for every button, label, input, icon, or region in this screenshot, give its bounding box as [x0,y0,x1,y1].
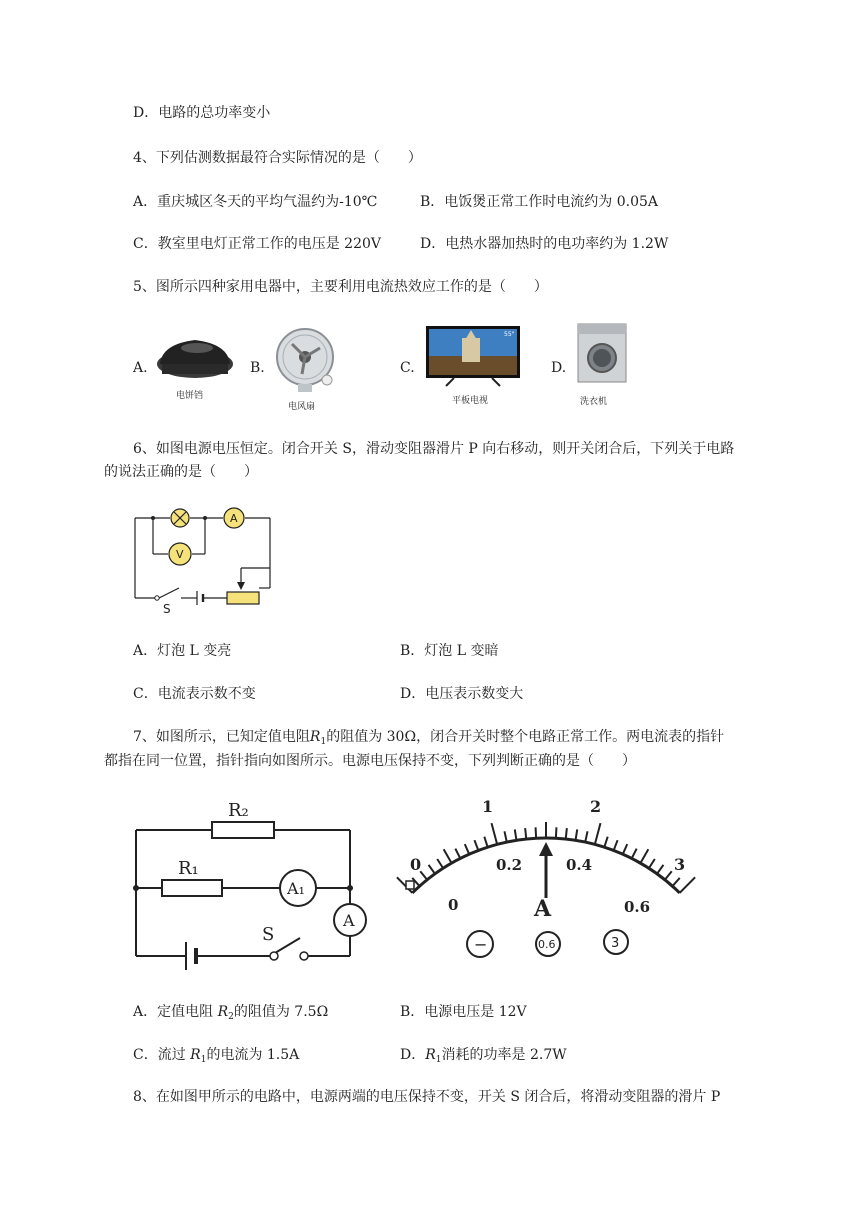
q5-stem: 5、图所示四种家用电器中，主要利用电流热效应工作的是（ ） [133,279,548,295]
q4-option-d: D．电热水器加热时的电功率约为 1.2W [420,236,669,252]
q5-caption-b: 电风扇 [288,402,316,412]
q5-label-d: D. [551,360,567,376]
dial-unit-label: A [534,896,552,922]
dial-lower-0.2: 0.2 [496,856,523,874]
dial-tick [444,849,452,863]
ammeter-a1-label: A₁ [287,879,305,898]
terminal-3-label: 3 [611,936,620,951]
terminal-negative-label: − [474,935,488,954]
q6-option-a: A．灯泡 L 变亮 [133,643,232,659]
dial-tick [536,827,537,838]
q7-stem-line-1: 7、如图所示，已知定值电阻$R_1$的阻值为 30Ω，闭合开关时整个电路正常工作。两电流表的指针 [133,729,725,747]
q3-option-d: D．电路的总功率变小 [133,105,271,121]
electric-fan-image [272,322,352,414]
dial-tick [429,865,435,874]
dial-tick [437,859,443,868]
q4-option-a: A．重庆城区冬天的平均气温约为-10℃ [133,194,378,210]
dial-tick [585,831,587,842]
r2-label: R₂ [228,800,249,821]
q7-switch-label: S [262,924,275,945]
r1-resistor-symbol [162,880,222,896]
q7-option-a: A．定值电阻 $R_2$的阻值为 7.5Ω [133,1004,329,1022]
q6-stem-line-1: 6、如图电源电压恒定。闭合开关 S，滑动变阻器滑片 P 向右移动，则开关闭合后，下列关于电路 [133,441,735,457]
r2-resistor-symbol [212,822,274,838]
dial-tick [672,878,679,886]
dial-upper-3: 3 [674,855,686,874]
q8-stem: 8、在如图甲所示的电路中，电源两端的电压保持不变，开关 S 闭合后，将滑动变阻器的滑片 P [133,1089,721,1105]
dial-tick [455,849,460,859]
dial-upper-0: 0 [410,855,422,874]
q6-option-d: D．电压表示数变大 [400,686,524,702]
dial-tick [420,871,427,880]
q5-label-c: C. [400,360,415,376]
q6-stem-line-2: 的说法正确的是（ ） [104,464,258,480]
q5-caption-a: 电饼铛 [176,391,204,401]
q7-option-c: C．流过 $R_1$的电流为 1.5A [133,1047,300,1065]
terminal-0.6-label: 0.6 [538,938,556,951]
dial-tick [525,828,526,839]
q6-circuit-diagram [125,502,280,617]
r1-label: R₁ [178,858,199,879]
q5-caption-c: 平板电视 [452,396,489,406]
q6-option-c: C．电流表示数不变 [133,686,256,702]
dial-tick [491,823,497,844]
dial-tick [465,844,469,854]
dial-tick [474,840,478,850]
dial-tick [680,877,695,893]
rheostat-symbol [227,592,259,604]
q7-option-d: D．$R_1$消耗的功率是 2.7W [400,1047,567,1065]
lamp-symbol [171,509,189,527]
q4-option-b: B．电饭煲正常工作时电流约为 0.05A [420,194,659,210]
switch-label: S [163,602,171,616]
electric-griddle-image [152,326,242,406]
q7-circuit-diagram [128,798,368,978]
flat-tv-image [424,326,524,406]
q4-option-c: C．教室里电灯正常工作的电压是 220V [133,236,381,252]
q5-label-b: B. [250,360,265,376]
ammeter-dial-figure [396,798,696,968]
dial-tick [640,849,648,863]
washing-machine-image [572,322,632,412]
dial-tick [665,871,672,880]
dial-tick [604,837,607,847]
tv-size-label: 55" [504,331,515,338]
q7-stem-line-2: 都指在同一位置，指针指向如图所示。电源电压保持不变，下列判断正确的是（ ） [104,753,636,769]
dial-tick [484,837,487,847]
dial-tick [515,829,517,840]
dial-tick [576,829,578,840]
dial-tick [614,840,618,850]
voltmeter-label: V [176,548,184,561]
ammeter-a-label: A [343,911,355,930]
dial-lower-0: 0 [448,896,459,914]
dial-tick [556,827,557,838]
dial-tick [566,828,567,839]
dial-lower-0.6: 0.6 [624,898,651,916]
q4-stem: 4、下列估测数据最符合实际情况的是（ ） [133,150,422,166]
dial-lower-0.4: 0.4 [566,856,593,874]
q5-caption-d: 洗衣机 [580,397,608,407]
dial-tick [595,823,601,844]
ammeter-label: A [230,512,238,525]
dial-upper-2: 2 [590,798,602,816]
dial-tick [657,865,663,874]
q6-option-b: B．灯泡 L 变暗 [400,643,499,659]
dial-tick [623,844,627,854]
dial-upper-1: 1 [482,798,494,816]
q7-option-b: B．电源电压是 12V [400,1004,527,1020]
dial-tick [632,849,637,859]
dial-tick [649,859,655,868]
dial-tick [504,831,506,842]
dial-zero-adjust [406,881,414,889]
q5-label-a: A. [133,360,148,376]
